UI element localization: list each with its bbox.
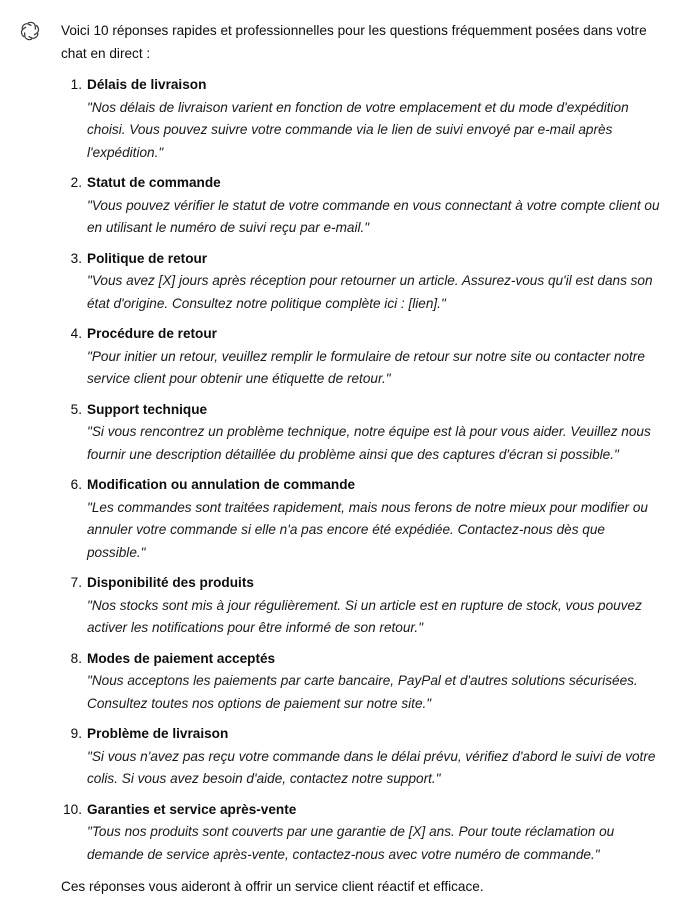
item-answer: "Vous avez [X] jours après réception pour retourner un article. Assurez-vous qu'il est dans son état d'origine. Consultez notre politique complète ici : [lien]." <box>87 273 653 311</box>
item-answer: "Les commandes sont traitées rapidement, mais nous ferons de notre mieux pour modifier ou annuler votre commande si elle n'a pas encore été expédiée. Contactez-nous dès que possible." <box>87 499 648 560</box>
item-answer: "Nous acceptons les paiements par carte bancaire, PayPal et d'autres solutions sécurisées. Consultez toutes nos options de paiement sur notre site." <box>87 673 638 711</box>
item-title: Modification ou annulation de commande <box>87 477 356 492</box>
message-outro: Ces réponses vous aideront à offrir un service client réactif et efficace. <box>61 879 484 894</box>
item-number: 3. <box>70 250 82 266</box>
item-title: Garanties et service après-vente <box>87 801 297 817</box>
faq-list <box>61 74 661 866</box>
item-number: 1. <box>70 77 82 92</box>
item-number: 8. <box>70 650 82 666</box>
item-answer: "Si vous rencontrez un problème technique, notre équipe est là pour vous aider. Veuillez nous fournir une description détaillée du problème ainsi que des captures d'écran si possible." <box>87 424 651 462</box>
item-answer: "Vous pouvez vérifier le statut de votre commande en vous connectant à votre compte client ou en utilisant le numéro de suivi reçu par e-mail." <box>87 197 660 235</box>
item-number: 4. <box>70 326 82 341</box>
item-title: Délais de livraison <box>87 77 207 92</box>
item-title: Support technique <box>87 401 208 417</box>
list-item <box>61 799 661 867</box>
item-title: Politique de retour <box>87 250 208 266</box>
list-item <box>61 648 661 716</box>
item-number: 7. <box>70 575 82 590</box>
list-item <box>61 474 661 564</box>
item-answer: "Nos délais de livraison varient en fonction de votre emplacement et du mode d'expédition choisi. Vous pouvez suivre votre commande via le lien de suivi envoyé par e-mail après l'expédition." <box>87 99 629 160</box>
list-item <box>61 572 661 640</box>
message-content <box>61 20 661 899</box>
list-item <box>61 323 661 391</box>
item-answer: "Tous nos produits sont couverts par une garantie de [X] ans. Pour toute réclamation ou demande de service après-vente, contactez-nous avec votre numéro de commande." <box>87 824 615 862</box>
item-title: Problème de livraison <box>87 726 229 741</box>
list-item <box>61 172 661 240</box>
item-title: Modes de paiement acceptés <box>87 650 276 666</box>
list-item <box>61 248 661 316</box>
item-number: 5. <box>70 401 82 417</box>
item-answer: "Si vous n'avez pas reçu votre commande dans le délai prévu, vérifiez d'abord le suivi de votre colis. Si vous avez besoin d'aide, contactez notre support." <box>87 748 656 786</box>
item-title: Procédure de retour <box>87 326 217 341</box>
list-item <box>61 74 661 164</box>
item-number: 9. <box>70 726 82 741</box>
list-item <box>61 399 661 467</box>
item-title: Disponibilité des produits <box>87 575 254 590</box>
item-number: 6. <box>70 477 82 492</box>
item-number: 2. <box>70 175 82 190</box>
item-number: 10. <box>63 801 82 817</box>
list-item <box>61 723 661 791</box>
message-intro: Voici 10 réponses rapides et professionnelles pour les questions fréquemment posées dans votre chat en direct : <box>61 23 647 61</box>
item-title: Statut de commande <box>87 175 221 190</box>
openai-logo-icon <box>19 20 41 42</box>
item-answer: "Nos stocks sont mis à jour régulièrement. Si un article est en rupture de stock, vous pouvez activer les notifications pour être informé de son retour." <box>87 597 642 635</box>
item-answer: "Pour initier un retour, veuillez remplir le formulaire de retour sur notre site ou contacter notre service client pour obtenir une étiquette de retour." <box>87 348 645 386</box>
